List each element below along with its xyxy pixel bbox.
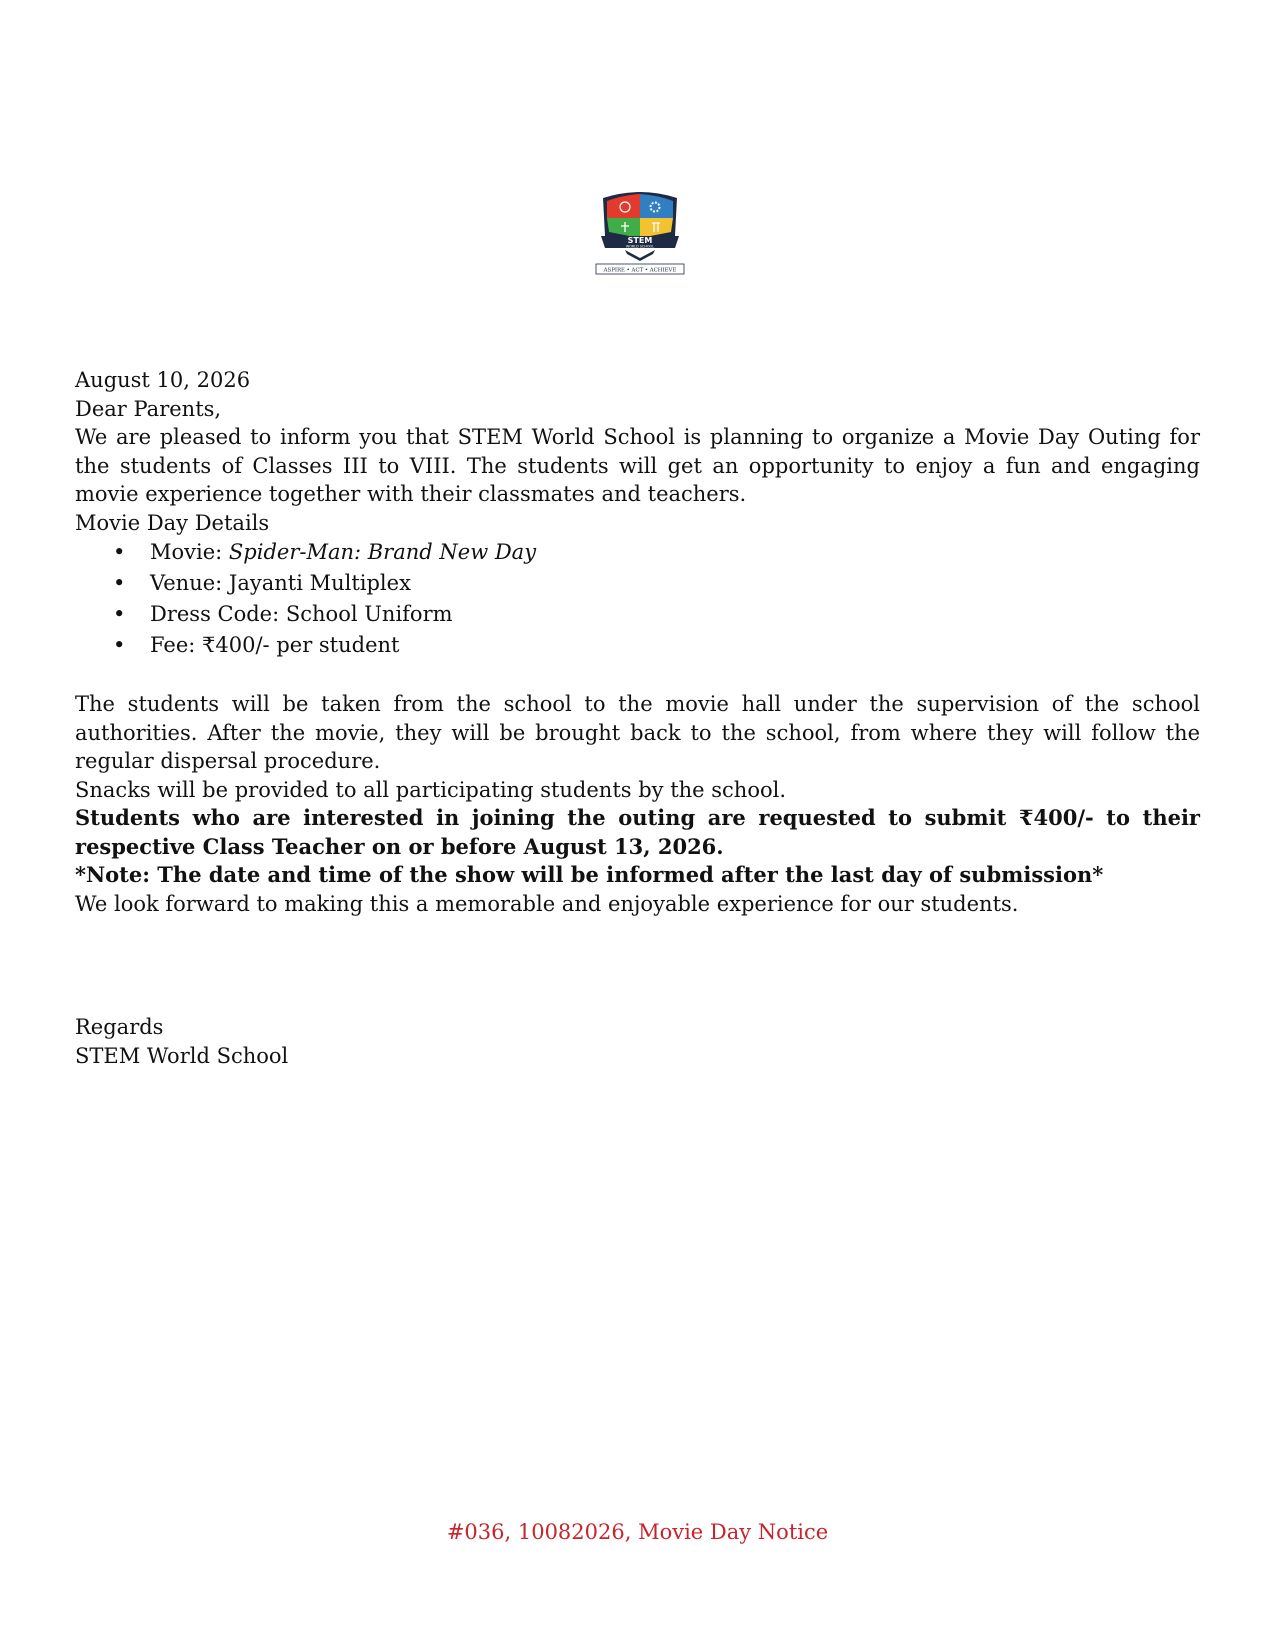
details-list — [75, 537, 1200, 661]
closing-line: We look forward to making this a memorable and enjoyable experience for our students. — [75, 891, 1019, 916]
details-heading: Movie Day Details — [75, 510, 270, 535]
letter-body — [75, 366, 1200, 1070]
intro-paragraph: We are pleased to inform you that STEM World School is planning to organize a Movie Day Outing for the students of Classes III to VIII. The students will get an opportunity to enjoy a fun and engaging movie experience together with their classmates and teachers. — [75, 425, 1200, 506]
regards: Regards — [75, 1015, 164, 1039]
logo-text: STEM — [627, 236, 653, 245]
school-logo — [595, 188, 685, 280]
show-time-note: *Note: The date and time of the show will be informed after the last day of submission* — [75, 862, 1104, 887]
detail-venue: • Venue: Jayanti Multiplex — [75, 568, 1200, 599]
signature: STEM World School — [75, 1043, 289, 1068]
submission-notice: Students who are interested in joining the outing are requested to submit ₹400/- to their respective Class Teacher on or before August 13, 2026. — [75, 805, 1200, 859]
snacks-line: Snacks will be provided to all participating students by the school. — [75, 777, 787, 802]
letter-date: August 10, 2026 — [75, 368, 251, 392]
detail-fee: • Fee: ₹400/- per student — [75, 630, 1200, 661]
detail-dress-code: • Dress Code: School Uniform — [75, 599, 1200, 630]
logo-subtext: WORLD SCHOOL — [625, 244, 655, 249]
movie-title: Spider-Man: Brand New Day — [228, 540, 537, 564]
logo-tagline: ASPIRE • ACT • ACHIEVE — [603, 267, 677, 274]
detail-movie: • Movie: Spider-Man: Brand New Day — [75, 537, 1200, 568]
footer-reference: #036, 10082026, Movie Day Notice — [446, 1520, 829, 1544]
salutation: Dear Parents, — [75, 396, 222, 421]
transport-paragraph: The students will be taken from the school to the movie hall under the supervision of the school authorities. After the movie, they will be brought back to the school, from where they will follow the regular dispersal procedure. — [75, 692, 1200, 773]
